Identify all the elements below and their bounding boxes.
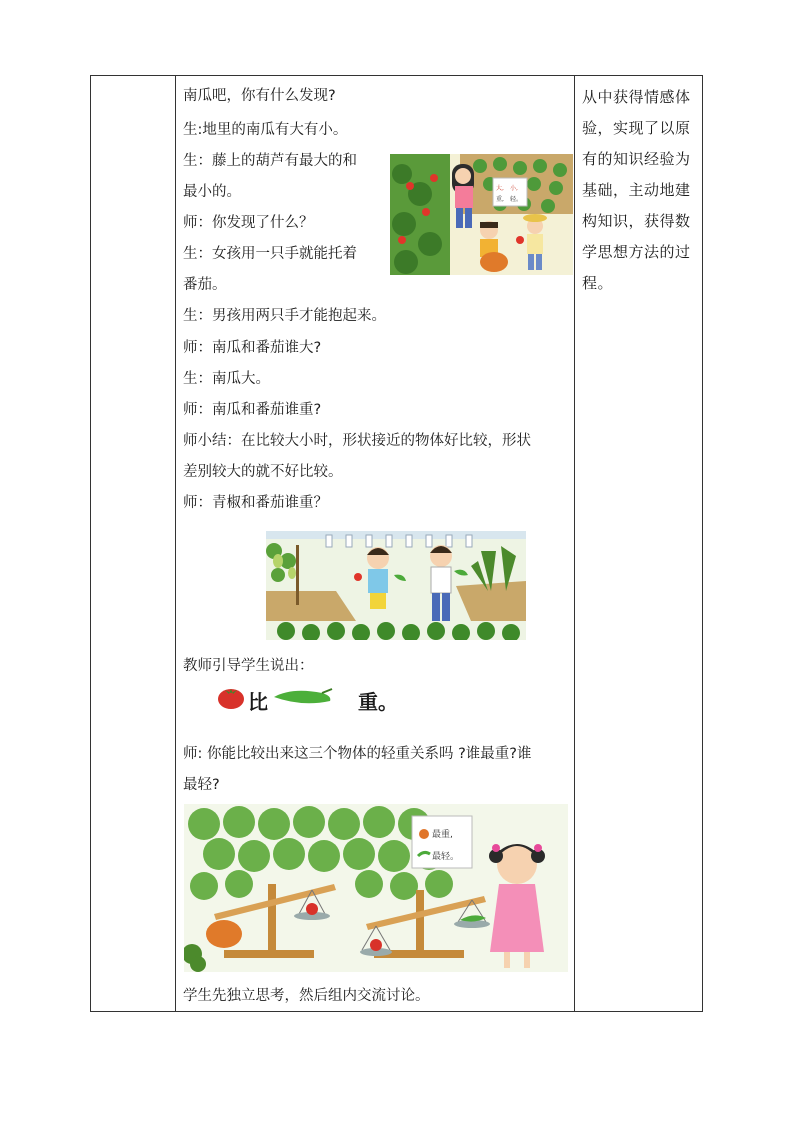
compare-word-zhong: 重。 [358, 690, 398, 714]
text-line: 最轻? [183, 777, 220, 793]
text-line: 差别较大的就不好比较。 [183, 464, 343, 480]
garden-illustration [390, 154, 573, 275]
tomato-icon [216, 685, 246, 709]
balance-scale-illustration [184, 804, 568, 972]
text-line: 生：女孩用一只手就能托着 [183, 246, 357, 262]
text-line: 师小结：在比较大小时，形状接近的物体好比较，形状 [183, 433, 531, 449]
text-line: 师：南瓜和番茄谁大? [183, 340, 322, 356]
comparison-line [216, 682, 516, 716]
text-line: 师：你发现了什么？ [183, 215, 314, 231]
sign-text: 小, [510, 185, 518, 192]
text-line: 生:地里的南瓜有大有小。 [183, 122, 348, 138]
text-line: 师：青椒和番茄谁重？ [183, 495, 328, 511]
text-line: 师: 你能比较出来这三个物体的轻重关系吗 ?谁最重?谁 [183, 746, 532, 762]
sign-text: 轻。 [510, 196, 523, 203]
sign-text: 最轻。 [432, 852, 460, 862]
text-line: 教师引导学生说出： [183, 658, 314, 674]
text-line: 师：南瓜和番茄谁重? [183, 402, 322, 418]
text-line: 生：藤上的葫芦有最大的和 [183, 153, 357, 169]
text-line: 学生先独立思考，然后组内交流讨论。 [183, 988, 430, 1004]
text-line: 南瓜吧，你有什么发现? [183, 88, 336, 104]
lesson-process-cell [183, 82, 573, 1007]
sign-text: 大, [496, 185, 504, 192]
text-line: 生：男孩用两只手才能抱起来。 [183, 308, 386, 324]
lesson-table [90, 75, 703, 1012]
boys-illustration [266, 531, 526, 640]
column-divider [175, 76, 176, 1011]
text-line: 番茄。 [183, 277, 227, 293]
design-intent-cell: 从中获得情感体验，实现了以原有的知识经验为基础，主动地建构知识，获得数学思想方法的过程。 [582, 88, 691, 292]
text-line: 生：南瓜大。 [183, 371, 270, 387]
text-line: 最小的。 [183, 184, 241, 200]
column-divider [574, 76, 575, 1011]
sign-text: 重, [496, 196, 504, 203]
compare-word-bi: 比 [248, 690, 268, 714]
green-pepper-icon [272, 687, 334, 709]
sign-text: 最重, [432, 830, 453, 840]
